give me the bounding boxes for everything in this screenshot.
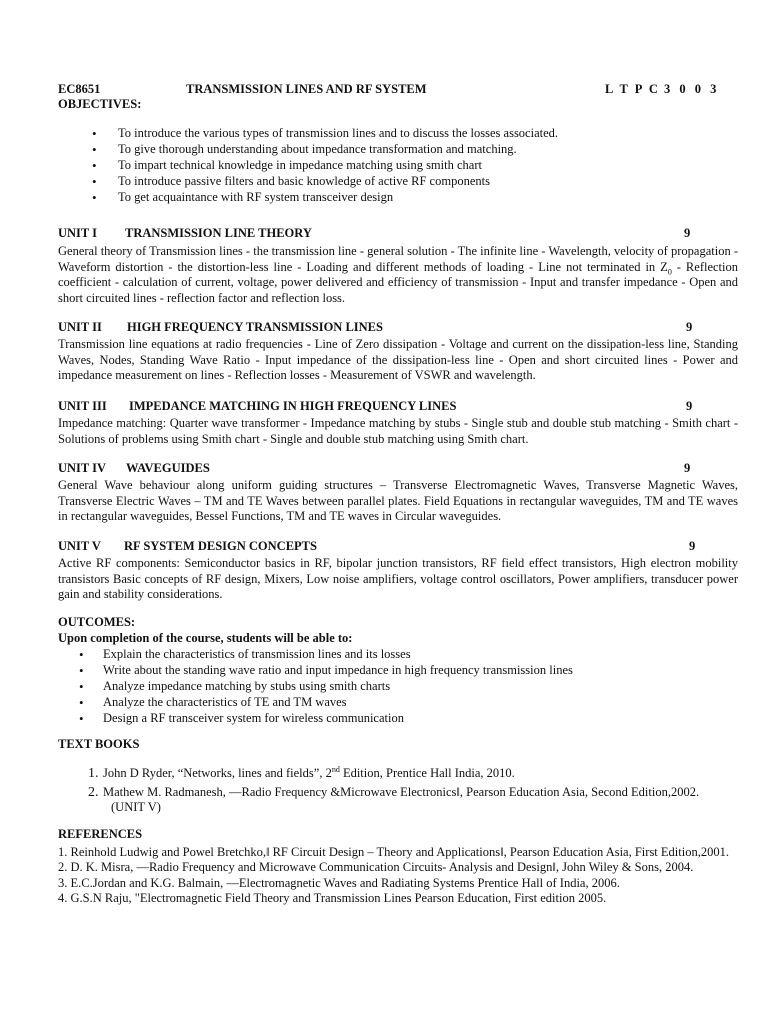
outcomes-heading: OUTCOMES: xyxy=(58,615,136,629)
bullet-icon: • xyxy=(92,126,97,141)
bullet-icon: • xyxy=(79,647,84,662)
unit-1-body xyxy=(58,244,738,306)
outcome-item: Design a RF transceiver system for wireless communication xyxy=(103,711,404,725)
textbook-1-text: John D Ryder, “Networks, lines and fields”, 2 xyxy=(103,766,332,780)
textbook-1-superscript: nd xyxy=(331,764,340,774)
unit-3-title: IMPEDANCE MATCHING IN HIGH FREQUENCY LINES xyxy=(129,399,457,413)
unit-1-label: UNIT I xyxy=(58,226,98,240)
outcome-item: Analyze impedance matching by stubs using smith charts xyxy=(103,679,391,693)
course-title: TRANSMISSION LINES AND RF SYSTEM xyxy=(186,82,427,96)
unit-2-title: HIGH FREQUENCY TRANSMISSION LINES xyxy=(127,320,383,334)
reference-item: 2. D. K. Misra, ―Radio Frequency and Microwave Communication Circuits- Analysis and Design‖, John Wiley & Sons, 2004. xyxy=(58,860,694,874)
unit-2-hours: 9 xyxy=(686,320,693,334)
textbook-1-number: 1. xyxy=(88,766,99,781)
objective-item: To introduce passive filters and basic knowledge of active RF components xyxy=(118,174,490,188)
unit-1-title: TRANSMISSION LINE THEORY xyxy=(125,226,312,240)
unit-4-title: WAVEGUIDES xyxy=(126,461,210,475)
textbook-1-text-end: Edition, Prentice Hall India, 2010. xyxy=(339,766,515,780)
course-code: EC8651 xyxy=(58,82,101,96)
unit-5-hours: 9 xyxy=(689,539,696,553)
unit-1-subscript: 0 xyxy=(667,267,672,277)
bullet-icon: • xyxy=(92,174,97,189)
unit-1-body-part2: - Reflection coefficient - calculation of current, voltage, power delivered and efficiency of transmission - Input and transfer impedance - Open and short circuited lines - reflection factor and reflection loss. xyxy=(58,259,738,305)
reference-item: 1. Reinhold Ludwig and Powel Bretchko,‖ RF Circuit Design – Theory and Applications‖, Pearson Education Asia, First Edition,2001. xyxy=(58,845,729,859)
unit-4-hours: 9 xyxy=(684,461,691,475)
unit-4-body: General Wave behaviour along uniform guiding structures – Transverse Electromagnetic Waves, Transverse Magnetic Waves, Transverse Electric Waves – TM and TE Waves between parallel plates. Field Equations in rectangular waveguides, TM and TE waves in rectangular waveguides, Bessel Functions, TM and TE waves in Circular waveguides. xyxy=(58,478,738,524)
bullet-icon: • xyxy=(92,158,97,173)
objective-item: To give thorough understanding about impedance transformation and matching. xyxy=(118,142,517,156)
outcome-item: Explain the characteristics of transmission lines and its losses xyxy=(103,647,411,661)
bullet-icon: • xyxy=(79,695,84,710)
textbook-2-number: 2. xyxy=(88,785,99,800)
objectives-heading: OBJECTIVES: xyxy=(58,97,142,111)
unit-1-body-part1: General theory of Transmission lines - the transmission line - general solution - The infinite line - Wavelength, velocity of propagation - Waveform distortion - the distortion-less line - Loading and different methods of loading - Line not terminated in Z xyxy=(58,244,738,274)
objective-item: To get acquaintance with RF system transceiver design xyxy=(118,190,394,204)
bullet-icon: • xyxy=(79,663,84,678)
unit-5-body: Active RF components: Semiconductor basics in RF, bipolar junction transistors, RF field effect transistors, High electron mobility transistors Basic concepts of RF design, Mixers, Low noise amplifiers, voltage control oscillators, Power amplifiers, transducer power gain and stability considerations. xyxy=(58,556,738,602)
outcome-item: Write about the standing wave ratio and input impedance in high frequency transmission lines xyxy=(103,663,573,677)
unit-1-hours: 9 xyxy=(684,226,691,240)
objective-item: To introduce the various types of transmission lines and to discuss the losses associated. xyxy=(118,126,559,140)
bullet-icon: • xyxy=(92,190,97,205)
unit-3-body: Impedance matching: Quarter wave transformer - Impedance matching by stubs - Single stub and double stub matching - Smith chart - Solutions of problems using Smith chart - Single and double stub matching using Smith chart. xyxy=(58,416,738,446)
unit-4-label: UNIT IV xyxy=(58,461,107,475)
ltpc-label: L T P C xyxy=(605,82,660,96)
textbook-2-line1: Mathew M. Radmanesh, ―Radio Frequency &Microwave Electronics‖, Pearson Education Asia, Second Edition,2002. xyxy=(103,785,700,799)
bullet-icon: • xyxy=(79,711,84,726)
bullet-icon: • xyxy=(92,142,97,157)
unit-5-label: UNIT V xyxy=(58,539,101,553)
unit-5-title: RF SYSTEM DESIGN CONCEPTS xyxy=(124,539,317,553)
textbook-2-line2: (UNIT V) xyxy=(111,800,161,814)
unit-3-label: UNIT III xyxy=(58,399,107,413)
references-heading: REFERENCES xyxy=(58,827,143,841)
reference-item: 3. E.C.Jordan and K.G. Balmain, ―Electromagnetic Waves and Radiating Systems Prentice Hall of India, 2006. xyxy=(58,876,620,890)
objective-item: To impart technical knowledge in impedance matching using smith chart xyxy=(118,158,482,172)
textbooks-heading: TEXT BOOKS xyxy=(58,737,140,751)
outcomes-intro: Upon completion of the course, students will be able to: xyxy=(58,631,353,645)
reference-item: 4. G.S.N Raju, "Electromagnetic Field Theory and Transmission Lines Pearson Education, First edition 2005. xyxy=(58,891,607,905)
outcome-item: Analyze the characteristics of TE and TM waves xyxy=(103,695,347,709)
bullet-icon: • xyxy=(79,679,84,694)
unit-2-label: UNIT II xyxy=(58,320,102,334)
textbook-1 xyxy=(103,766,515,782)
ltpc-values: 3 0 0 3 xyxy=(664,82,720,96)
unit-3-hours: 9 xyxy=(686,399,693,413)
unit-2-body: Transmission line equations at radio frequencies - Line of Zero dissipation - Voltage and current on the dissipation-less line, Standing Waves, Nodes, Standing Wave Ratio - Input impedance of the dissipation-less line - Open and short circuited lines - Power and impedance measurement on lines - Reflection losses - Measurement of VSWR and wavelength. xyxy=(58,337,738,383)
